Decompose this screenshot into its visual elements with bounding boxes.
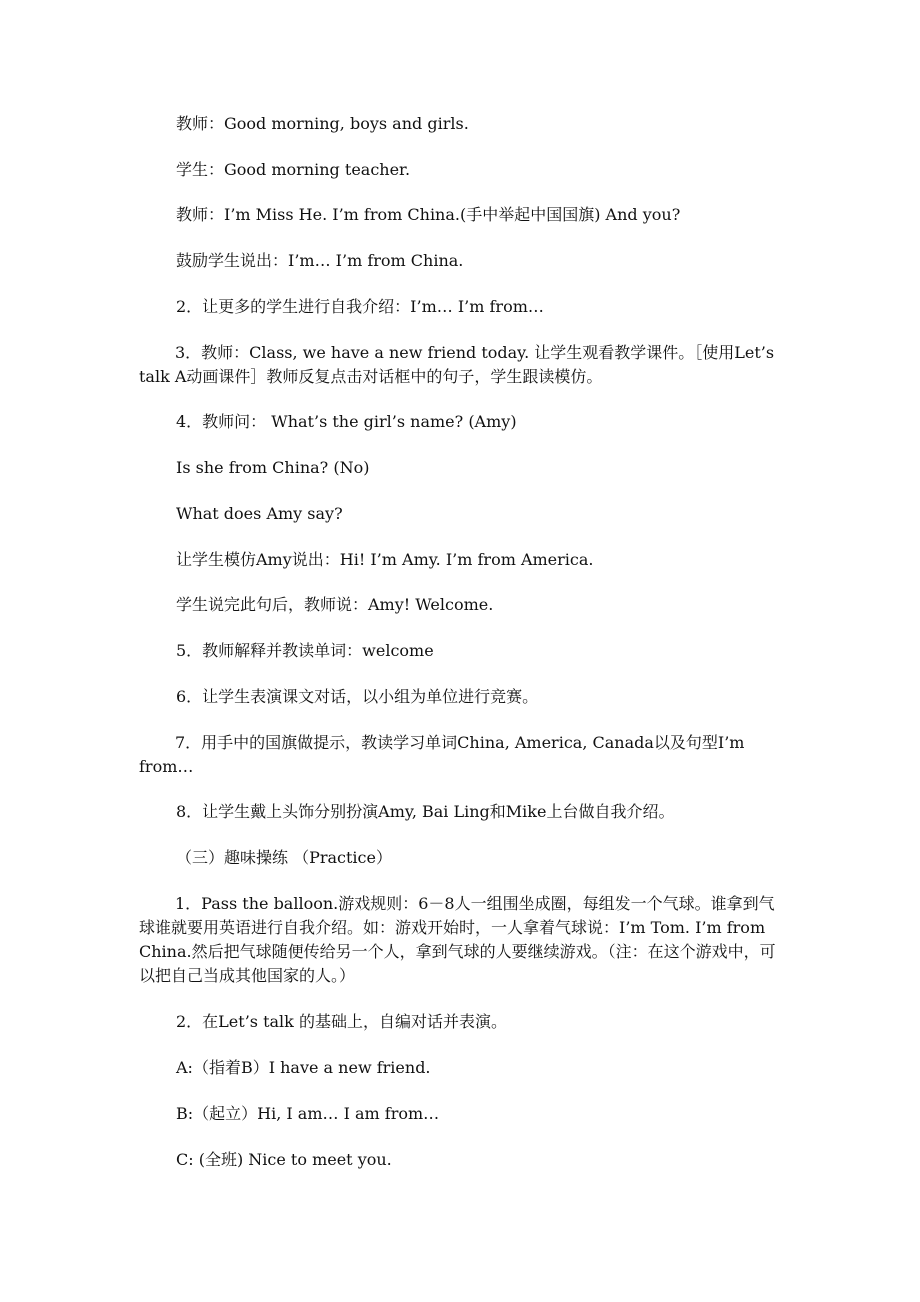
- text-line: 8．让学生戴上头饰分别扮演Amy, Bai Ling和Mike上台做自我介绍。: [176, 802, 675, 821]
- text-line: 2．让更多的学生进行自我介绍：I’m… I’m from…: [176, 297, 544, 316]
- paragraph: 7．用手中的国旗做提示，教读学习单词China, America, Canada以及句型I’m from…: [139, 733, 745, 776]
- text-line: 6．让学生表演课文对话，以小组为单位进行竞赛。: [176, 687, 539, 706]
- text-line: What does Amy say?: [176, 504, 343, 523]
- dialogue-line: C: (全班) Nice to meet you.: [176, 1150, 392, 1169]
- text-line: 教师：Good morning, boys and girls.: [176, 114, 469, 133]
- text-line: 学生说完此句后，教师说：Amy! Welcome.: [176, 595, 494, 614]
- text-line: 教师：I’m Miss He. I’m from China.(手中举起中国国旗) And you?: [176, 205, 681, 224]
- text-line: 让学生模仿Amy说出：Hi! I’m Amy. I’m from America.: [176, 550, 594, 569]
- text-line: 2．在Let’s talk 的基础上，自编对话并表演。: [176, 1012, 507, 1031]
- text-line: 4．教师问： What’s the girl’s name? (Amy): [176, 412, 517, 431]
- dialogue-line: A:（指着B）I have a new friend.: [176, 1058, 431, 1077]
- dialogue-line: B:（起立）Hi, I am… I am from…: [176, 1104, 440, 1123]
- text-line: 学生：Good morning teacher.: [176, 160, 411, 179]
- text-line: 鼓励学生说出：I’m… I’m from China.: [176, 251, 464, 270]
- text-line: Is she from China? (No): [176, 458, 370, 477]
- text-line: 5．教师解释并教读单词：welcome: [176, 641, 434, 660]
- paragraph: 3．教师：Class, we have a new friend today. 让学生观看教学课件。［使用Let’s talk A动画课件］教师反复点击对话框中的句子，学生跟读模仿。: [139, 343, 775, 386]
- paragraph: 1．Pass the balloon.游戏规则：6－8人一组围坐成圈，每组发一个气球。谁拿到气球谁就要用英语进行自我介绍。如：游戏开始时，一人拿着气球说：I’m Tom. I’m from China.然后把气球随便传给另一个人，拿到气球的人要继续游戏。（注：在这个游戏中，可以把自己当成其他国家的人。）: [139, 894, 776, 985]
- section-heading: （三）趣味操练 （Practice）: [176, 848, 392, 867]
